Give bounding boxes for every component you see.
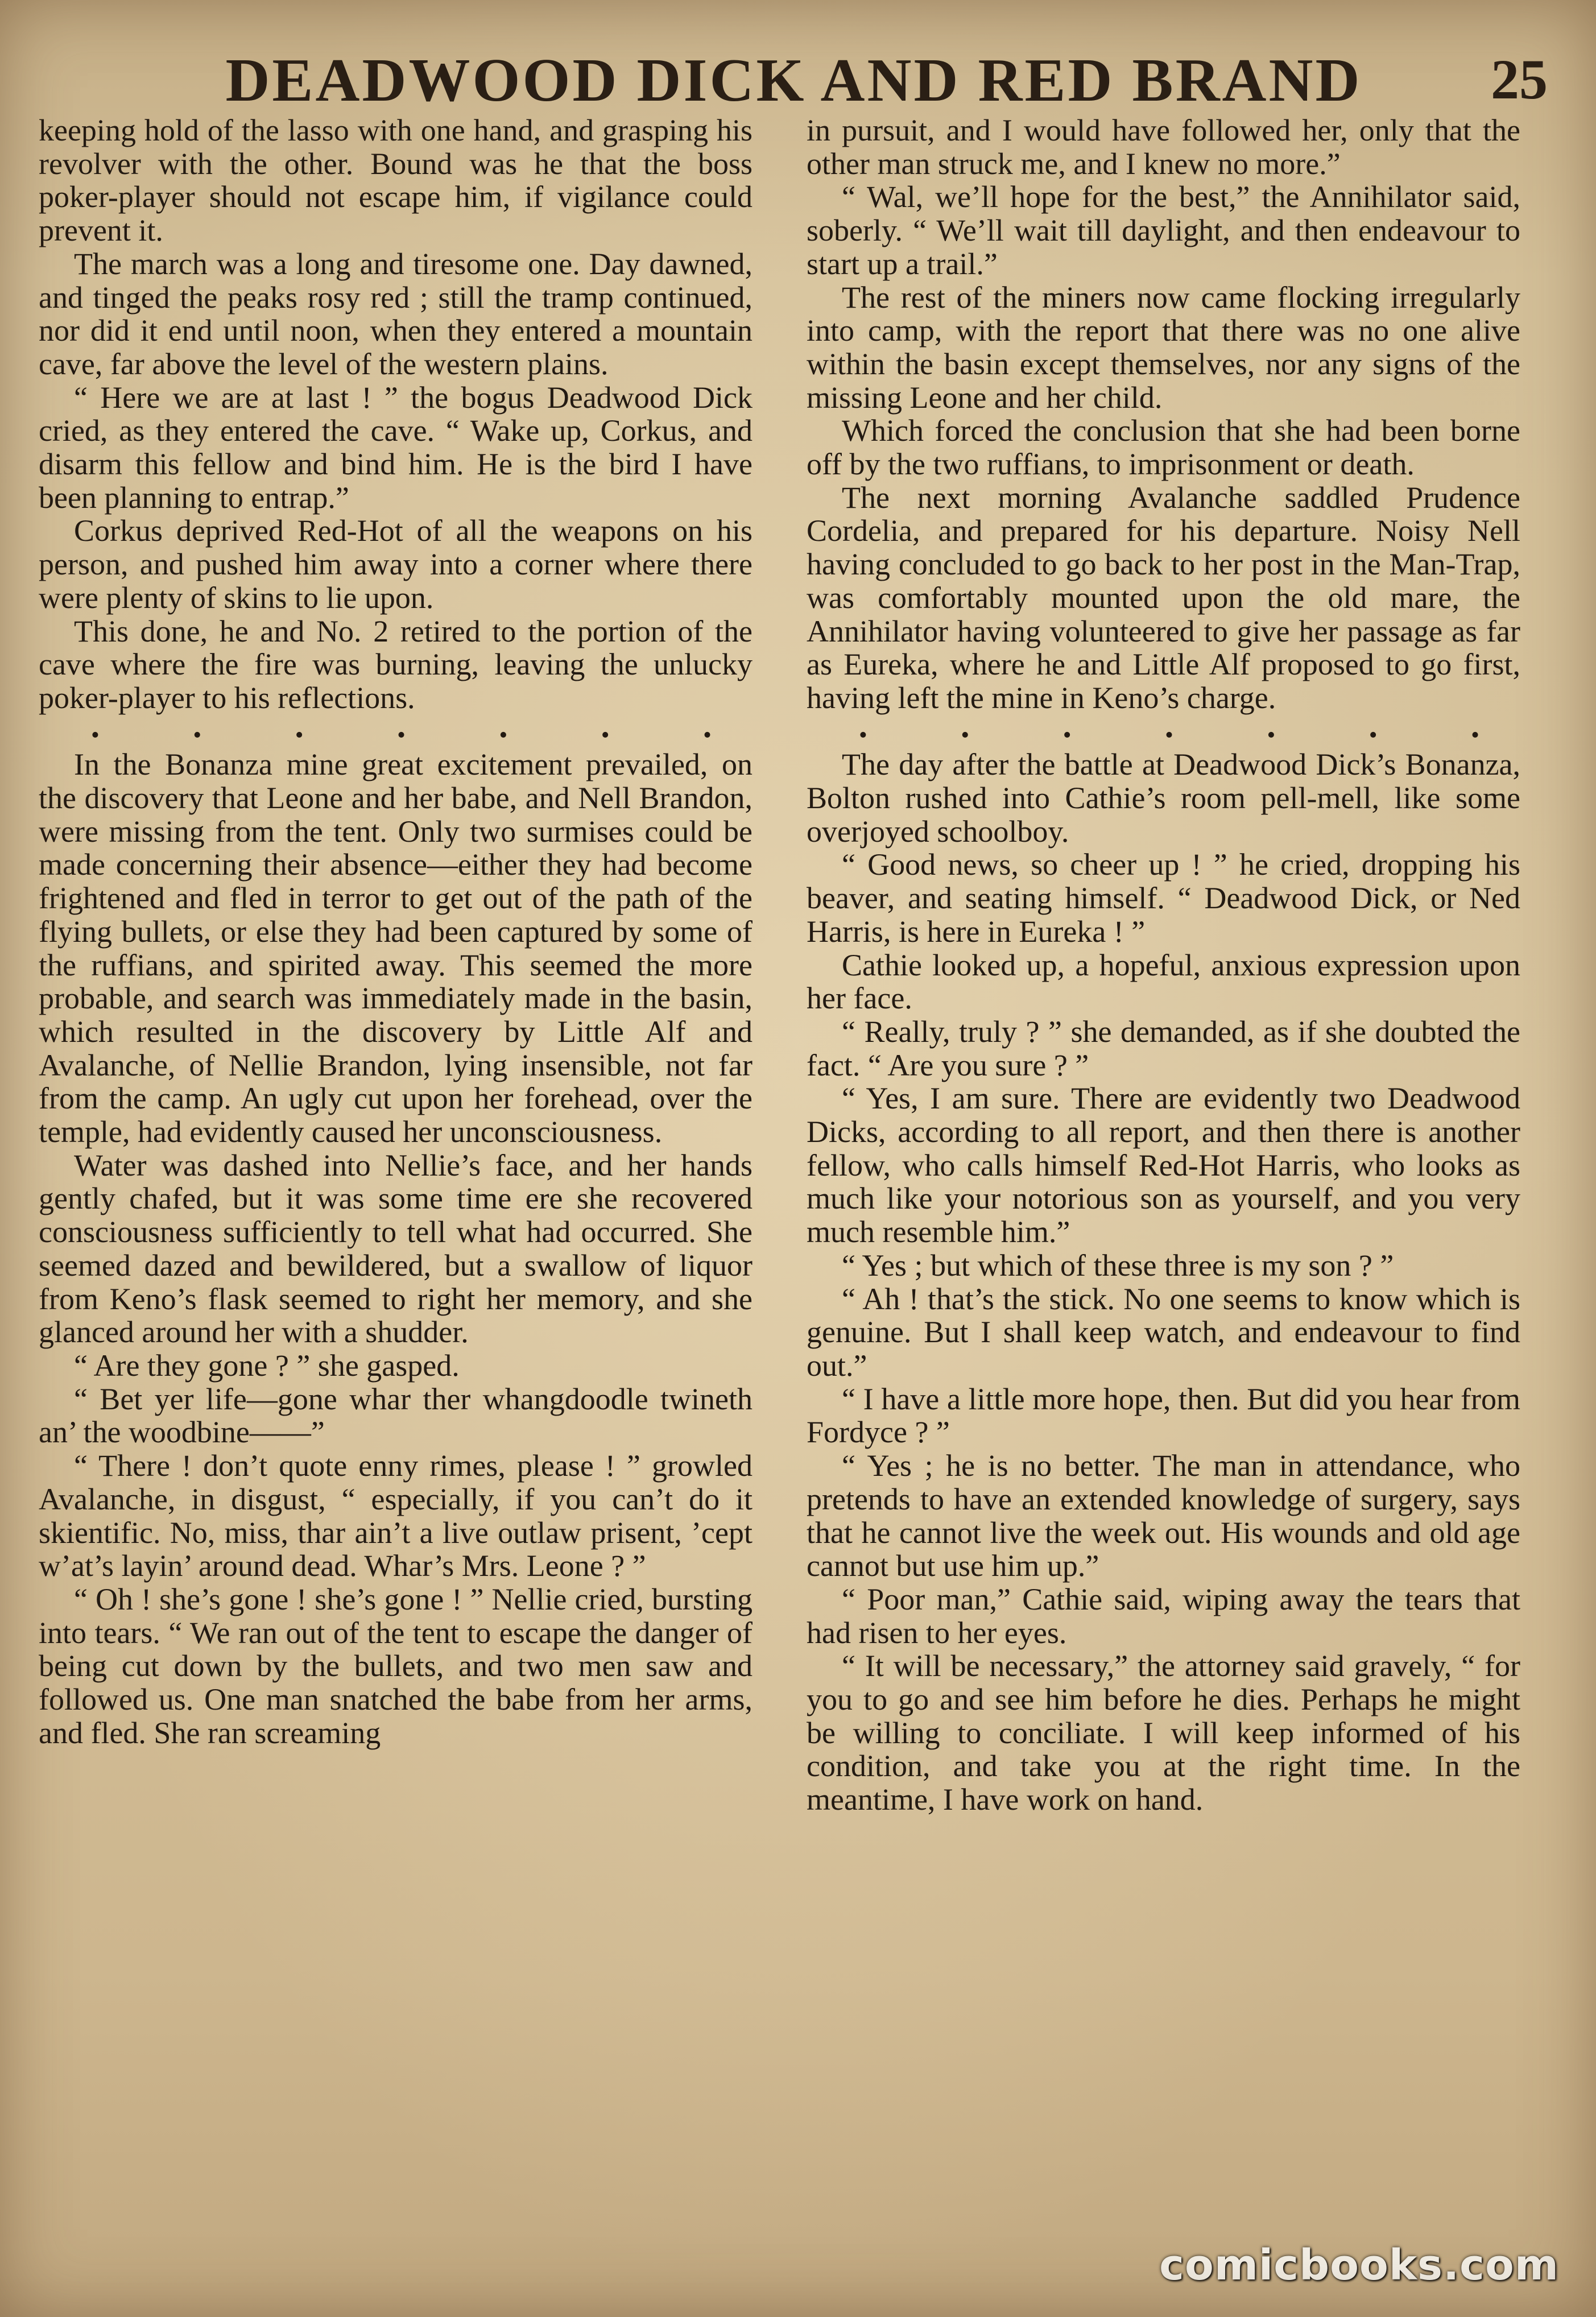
paragraph: “ Here we are at last ! ” the bogus Deadwood Dick cried, as they entered the cave. “ Wake up, Corkus, and disarm this fellow and bind him. He is the bird I have been planning to entrap.”	[39, 380, 752, 515]
paragraph: keeping hold of the lasso with one hand, and grasping his revolver with the other. Bound was he that the boss poker-player should not escape him, if vigilance could prevent it.	[39, 113, 752, 248]
paragraph: Cathie looked up, a hopeful, anxious expression upon her face.	[807, 948, 1520, 1016]
page-title: DEADWOOD DICK AND RED BRAND	[225, 47, 1362, 114]
paragraph: “ Are they gone ? ” she gasped.	[74, 1348, 460, 1383]
paragraph: “ It will be necessary,” the attorney said gravely, “ for you to go and see him before he dies. Perhaps he might be willing to conciliate. I will keep informed of his condition, and take you at the right time. In the meantime, I have work on hand.	[807, 1649, 1520, 1817]
text-column-right	[807, 114, 1520, 2281]
paragraph: In the Bonanza mine great excitement prevailed, on the discovery that Leone and her babe, and Nell Brandon, were missing from the tent. Only two surmises could be made concerning their absence—either they had become frightened and fled in terror to get out of the path of the flying bullets, or else they had been captured by some of the ruffians, and spirited away. This seemed the more probable, and search was immediately made in the basin, which resulted in the discovery by Little Alf and Avalanche, of Nellie Brandon, lying insensible, not far from the camp. An ugly cut upon her forehead, over the temple, had evidently caused her unconsciousness.	[39, 747, 752, 1149]
paragraph: “ Yes ; he is no better. The man in attendance, who pretends to have an extended knowledge of surgery, says that he cannot live the week out. His wounds and old age cannot but use him up.”	[807, 1449, 1520, 1583]
paragraph: The next morning Avalanche saddled Prudence Cordelia, and prepared for his departure. Noisy Nell having concluded to go back to her post in the Man-Trap, was comfortably mounted upon the old mare, the Annihilator having volunteered to give her passage as far as Eureka, where he and Little Alf proposed to go first, having left the mine in Keno’s charge.	[807, 480, 1520, 715]
paragraph: Corkus deprived Red-Hot of all the weapons on his person, and pushed him away into a corner where there were plenty of skins to lie upon.	[39, 514, 752, 615]
paragraph: “ Good news, so cheer up ! ” he cried, dropping his beaver, and seating himself. “ Deadwood Dick, or Ned Harris, is here in Eureka ! ”	[807, 847, 1520, 949]
paragraph: This done, he and No. 2 retired to the portion of the cave where the fire was burning, leaving the unlucky poker-player to his reflections.	[39, 614, 752, 715]
section-break: . . . . . . .	[858, 707, 1481, 744]
paragraph: “ I have a little more hope, then. But did you hear from Fordyce ? ”	[807, 1381, 1520, 1450]
paragraph: The rest of the miners now came flocking irregularly into camp, with the report that there was no one alive within the basin except themselves, nor any signs of the missing Leone and her child.	[807, 280, 1520, 415]
paragraph: The march was a long and tiresome one. Day dawned, and tinged the peaks rosy red ; still the tramp continued, nor did it end until noon, when they entered a mountain cave, far above the level of the western plains.	[39, 246, 752, 381]
page-number: 25	[1491, 48, 1548, 111]
paragraph: “ Wal, we’ll hope for the best,” the Annihilator said, soberly. “ We’ll wait till daylight, and then endeavour to start up a trail.”	[807, 180, 1520, 281]
paragraph: “ There ! don’t quote enny rimes, please ! ” growled Avalanche, in disgust, “ especially, if you can’t do it skientific. No, miss, thar ain’t a live outlaw prisent, ’cept w’at’s layin’ around dead. Whar’s Mrs. Leone ? ”	[39, 1449, 752, 1583]
text-column-left	[39, 114, 752, 2281]
paragraph: “ Oh ! she’s gone ! she’s gone ! ” Nellie cried, bursting into tears. “ We ran out of the tent to escape the danger of being cut down by the bullets, and two men saw and followed us. One man snatched the babe from her arms, and fled. She ran screaming	[39, 1582, 752, 1750]
paragraph: “ Bet yer life—gone whar ther whangdoodle twineth an’ the woodbine——”	[39, 1381, 752, 1450]
paragraph: The day after the battle at Deadwood Dick’s Bonanza, Bolton rushed into Cathie’s room pell-mell, like some overjoyed schoolboy.	[807, 747, 1520, 849]
paragraph: “ Yes ; but which of these three is my son ? ”	[842, 1248, 1394, 1282]
section-break: . . . . . . .	[90, 707, 713, 744]
paragraph: “ Yes, I am sure. There are evidently two Deadwood Dicks, according to all report, and then there is another fellow, who calls himself Red-Hot Harris, who looks as much like your notorious son as yourself, and you very much resemble him.”	[807, 1081, 1520, 1249]
paragraph: “ Ah ! that’s the stick. No one seems to know which is genuine. But I shall keep watch, and endeavour to find out.”	[807, 1281, 1520, 1383]
paragraph: “ Poor man,” Cathie said, wiping away the tears that had risen to her eyes.	[807, 1582, 1520, 1650]
paragraph: Water was dashed into Nellie’s face, and her hands gently chafed, but it was some time ere she recovered consciousness sufficiently to tell what had occurred. She seemed dazed and bewildered, but a swallow of liquor from Keno’s flask seemed to right her memory, and she glanced around her with a shudder.	[39, 1148, 752, 1350]
paragraph: in pursuit, and I would have followed her, only that the other man struck me, and I knew no more.”	[807, 113, 1520, 181]
paragraph: Which forced the conclusion that she had been borne off by the two ruffians, to imprisonment or death.	[807, 413, 1520, 482]
watermark-logo: comicbooks.com	[1159, 2241, 1559, 2290]
paragraph: “ Really, truly ? ” she demanded, as if she doubted the fact. “ Are you sure ? ”	[807, 1014, 1520, 1082]
